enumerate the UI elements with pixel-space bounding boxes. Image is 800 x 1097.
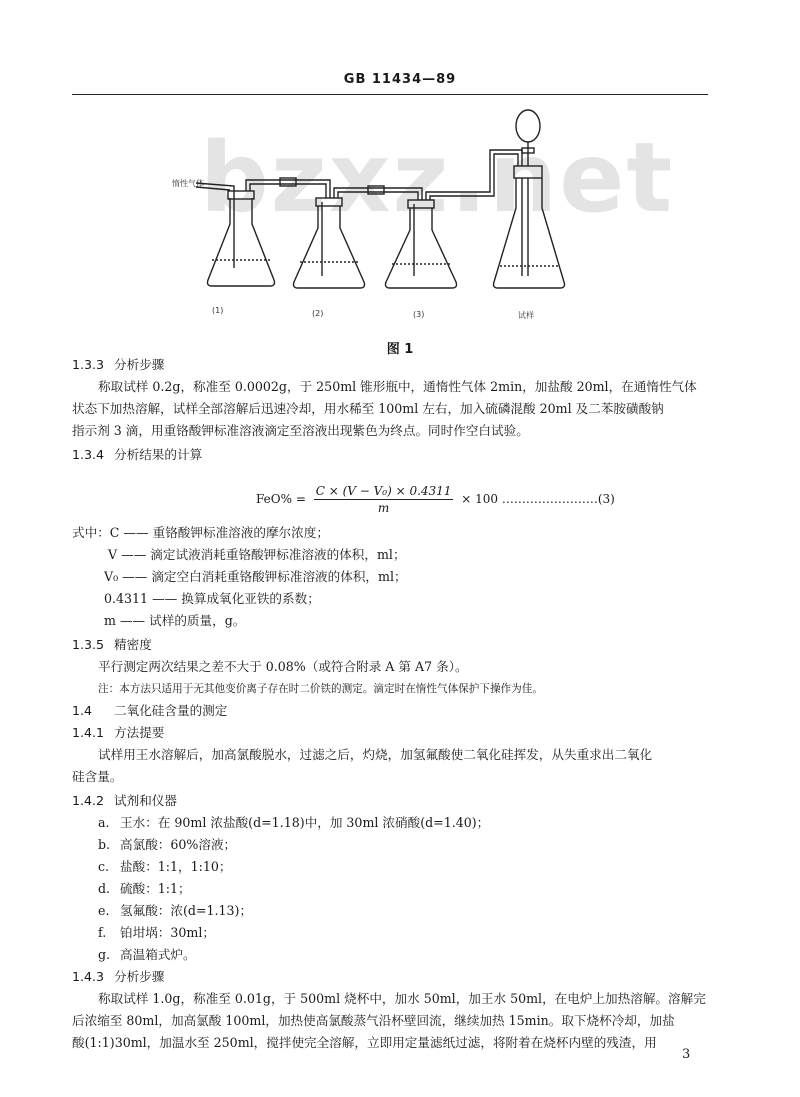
paragraph-line: 平行测定两次结果之差不大于 0.08%（或符合附录 A 第 A7 条）。: [98, 659, 468, 674]
paragraph-line: 称取试样 1.0g，称准至 0.01g，于 500ml 烧杯中，加水 50ml，加王水 50ml，在电炉上加热溶解。溶解完: [98, 991, 706, 1006]
section-title: 试剂和仪器: [114, 793, 177, 808]
gas-label: 惰性气体: [172, 179, 204, 188]
where-line: m —— 试样的质量，g。: [104, 613, 246, 628]
figure-caption: 图 1: [386, 342, 414, 357]
reagent-letter: c.: [98, 859, 110, 874]
reagent-letter: b.: [98, 837, 111, 852]
reagent-text: 高温箱式炉。: [120, 947, 196, 962]
section-title: 方法提要: [114, 725, 165, 740]
reagent-text: 盐酸：1:1，1:10；: [120, 859, 232, 874]
where-line: 式中：C —— 重铬酸钾标准溶液的摩尔浓度；: [72, 525, 329, 540]
section-heading-1-4-3: [72, 968, 164, 986]
section-heading-1-4: [72, 702, 227, 720]
where-line: V₀ —— 滴定空白消耗重铬酸钾标准溶液的体积，ml；: [104, 569, 407, 584]
watermark: bzxz.net: [200, 122, 675, 234]
reagent-item: [98, 946, 196, 964]
reagent-text: 王水：在 90ml 浓盐酸(d=1.18)中，加 30ml 浓硝酸(d=1.40)；: [120, 815, 490, 830]
section-number: 1.3.3: [72, 357, 105, 372]
apparatus-diagram: [150, 108, 590, 333]
section-title: 精密度: [114, 637, 152, 652]
reagent-text: 铂坩埚：30ml；: [120, 925, 215, 940]
paragraph-line: 硅含量。: [72, 769, 123, 784]
section-title: 分析结果的计算: [114, 447, 203, 462]
reagent-item: [98, 880, 191, 898]
section-heading-1-3-4: [72, 446, 202, 464]
reagent-letter: d.: [98, 881, 111, 896]
paragraph-line: 称取试样 0.2g，称准至 0.0002g，于 250ml 锥形瓶中，通惰性气体 2min，加盐酸 20ml，在通惰性气体: [98, 379, 697, 394]
paragraph-line: 后浓缩至 80ml，加高氯酸 100ml，加热使高氯酸蒸气沿杯壁回流，继续加热 15min。取下烧杯冷却，加盐: [72, 1013, 675, 1028]
reagent-item: [98, 924, 215, 942]
flask-label-sample: 试样: [518, 311, 534, 320]
page-number: 3: [682, 1047, 691, 1062]
formula-denominator: m: [377, 501, 390, 515]
reagent-letter: f.: [98, 925, 107, 940]
where-line: 0.4311 —— 换算成氧化亚铁的系数；: [104, 591, 320, 606]
section-number: 1.4: [72, 703, 93, 718]
reagent-item: [98, 814, 489, 832]
section-title: 分析步骤: [114, 969, 165, 984]
paragraph-line: 状态下加热溶解，试样全部溶解后迅速冷却，用水稀至 100ml 左右，加入硫磷混酸 20ml 及二苯胺磺酸钠: [72, 401, 664, 416]
paragraph-line: 试样用王水溶解后，加高氯酸脱水，过滤之后，灼烧，加氢氟酸使二氧化硅挥发，从失重求出二氧化: [98, 747, 653, 762]
reagent-letter: a.: [98, 815, 110, 830]
section-number: 1.3.5: [72, 637, 105, 652]
section-heading-1-3-5: [72, 636, 152, 654]
section-number: 1.4.2: [72, 793, 105, 808]
flask-label-2: (2): [312, 309, 324, 318]
formula-fraction: [314, 484, 454, 515]
section-heading-1-4-2: [72, 792, 177, 810]
apparatus-figure: [150, 108, 590, 333]
formula-numerator: C × (V − V₀) × 0.4311: [315, 484, 452, 498]
paragraph-line: 指示剂 3 滴，用重铬酸钾标准溶液滴定至溶液出现紫色为终点。同时作空白试验。: [72, 423, 529, 438]
flask-label-1: (1): [212, 306, 224, 315]
note-line: 注：本方法只适用于无其他变价离子存在时二价铁的测定。滴定时在惰性气体保护下操作为佳。: [98, 683, 543, 695]
section-number: 1.3.4: [72, 447, 105, 462]
reagent-text: 硫酸：1:1；: [120, 881, 191, 896]
where-line: V —— 滴定试液消耗重铬酸钾标准溶液的体积，ml；: [108, 547, 406, 562]
section-heading-1-3-3: [72, 356, 164, 374]
reagent-item: [98, 858, 232, 876]
section-heading-1-4-1: [72, 724, 164, 742]
reagent-item: [98, 902, 252, 920]
section-title: 分析步骤: [114, 357, 165, 372]
section-title: 二氧化硅含量的测定: [114, 703, 228, 718]
section-number: 1.4.3: [72, 969, 105, 984]
header-rule: [72, 94, 708, 95]
reagent-text: 氢氟酸：浓(d=1.13)；: [120, 903, 253, 918]
flask-label-3: (3): [413, 310, 425, 319]
page-header: GB 11434—89: [343, 72, 457, 87]
section-number: 1.4.1: [72, 725, 105, 740]
reagent-text: 高氯酸：60%溶液；: [120, 837, 237, 852]
formula-rhs: × 100 ……………………(3): [461, 492, 615, 506]
formula-lhs: FeO% =: [256, 492, 306, 506]
formula-3: [256, 484, 615, 515]
reagent-letter: g.: [98, 947, 111, 962]
paragraph-line: 酸(1:1)30ml，加温水至 250ml，搅拌使完全溶解，立即用定量滤纸过滤，将附着在烧杯内壁的残渣，用: [72, 1035, 657, 1050]
reagent-letter: e.: [98, 903, 110, 918]
reagent-item: [98, 836, 236, 854]
